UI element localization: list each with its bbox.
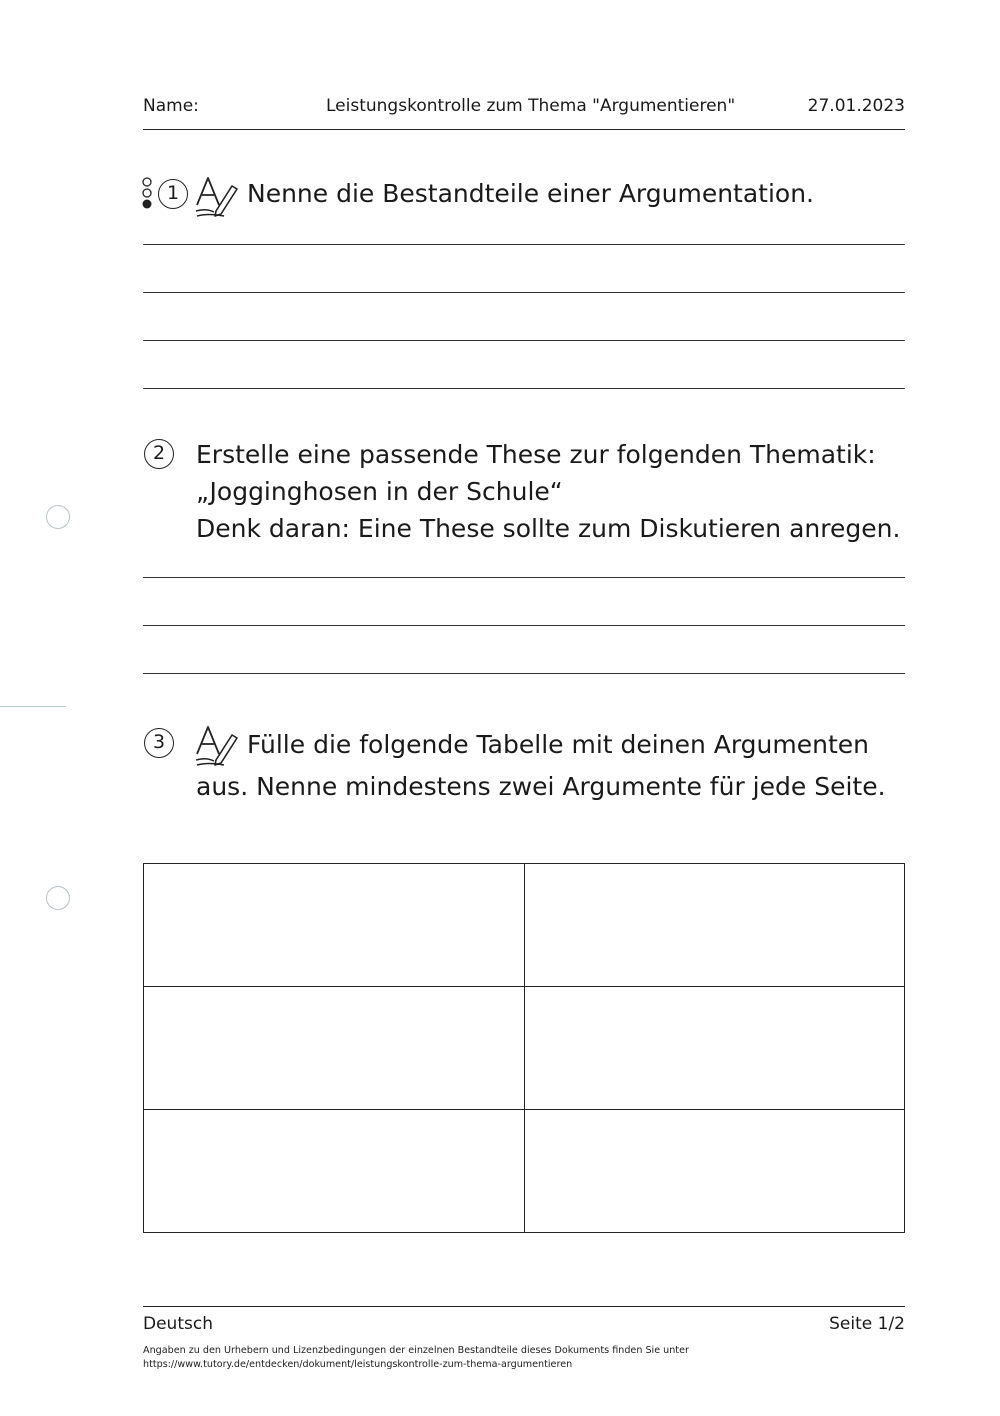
license-text: Angaben zu den Urhebern und Lizenzbedingungen der einzelnen Bestandteile dieses Dokuments finden Sie unter [143,1345,689,1356]
document-title: Leistungskontrolle zum Thema "Argumentieren" [326,96,736,116]
fold-mark [0,706,66,707]
task-2-line: Denk daran: Eine These sollte zum Diskutieren anregen. [196,514,901,543]
difficulty-dots-icon [140,176,156,212]
task-3-line: Fülle die folgende Tabelle mit deinen Argumenten [247,730,869,759]
answer-line[interactable] [143,577,905,578]
task-3-line: aus. Nenne mindestens zwei Argumente für jede Seite. [196,772,886,801]
table-cell[interactable] [144,864,525,987]
table-cell[interactable] [524,864,905,987]
task-number-3: 3 [144,728,174,758]
answer-line[interactable] [143,292,905,293]
task-number-2: 2 [144,439,174,469]
task-1-text: Nenne die Bestandteile einer Argumentation. [247,179,815,208]
table-cell[interactable] [524,1110,905,1233]
answer-line[interactable] [143,673,905,674]
license-note [143,1344,689,1372]
answer-line[interactable] [143,340,905,341]
task-2-line: „Jogginghosen in der Schule“ [196,477,563,506]
header-rule [143,129,905,130]
footer-subject: Deutsch [143,1314,213,1334]
table-cell[interactable] [524,987,905,1110]
answer-line[interactable] [143,244,905,245]
task-number-1: 1 [158,179,188,209]
document-date: 27.01.2023 [807,96,905,116]
task-2-line: Erstelle eine passende These zur folgenden Thematik: [196,440,876,469]
punch-hole-bottom [46,886,70,910]
task-3-text [196,724,886,808]
table-cell[interactable] [144,987,525,1110]
table-cell[interactable] [144,1110,525,1233]
writing-pencil-icon [194,173,242,219]
answer-line[interactable] [143,388,905,389]
answer-line[interactable] [143,625,905,626]
footer-rule [143,1306,905,1307]
footer-page-number: Seite 1/2 [829,1314,905,1334]
name-label: Name: [143,96,199,116]
task-2-text [196,436,900,547]
argument-table [143,863,905,1233]
license-url[interactable]: https://www.tutory.de/entdecken/dokument/leistungskontrolle-zum-thema-argumentieren [143,1359,573,1370]
punch-hole-top [46,505,70,529]
